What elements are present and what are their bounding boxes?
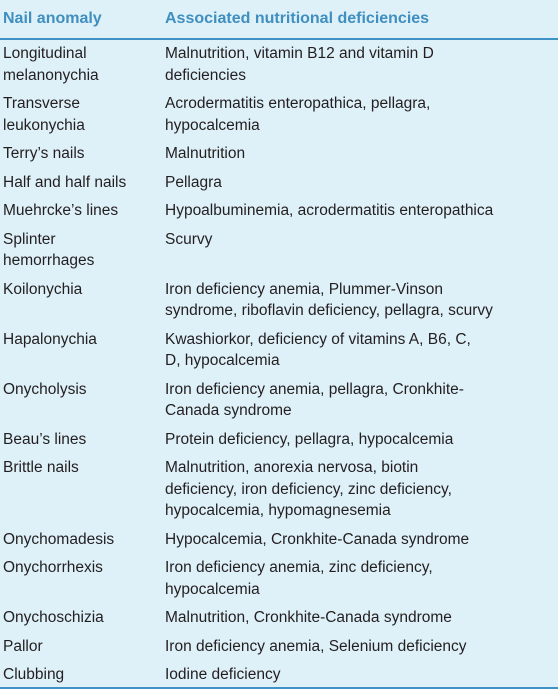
header-associated-deficiencies: Associated nutritional deficiencies [165, 10, 430, 27]
nail-anomaly-cell: Onycholysis [3, 380, 87, 398]
nail-anomaly-cell: Pallor [3, 637, 43, 655]
nail-anomaly-cell: Clubbing [3, 666, 65, 683]
table-row [0, 457, 558, 522]
table-row [0, 529, 558, 551]
deficiencies-cell: Malnutrition [165, 145, 246, 162]
deficiencies-cell: Acrodermatitis enteropathica, pellagra, hypocalcemia [165, 95, 431, 134]
nail-anomaly-cell: Brittle nails [3, 459, 79, 476]
deficiencies-cell: Iron deficiency anemia, pellagra, Cronkhite- Canada syndrome [165, 380, 464, 419]
deficiencies-cell: Iron deficiency anemia, Selenium deficiency [165, 637, 467, 655]
deficiencies-cell: Kwashiorkor, deficiency of vitamins A, B6, C, D, hypocalcemia [165, 330, 471, 369]
nail-anomaly-cell: Transverse leukonychia [3, 95, 85, 134]
deficiencies-cell: Pellagra [165, 173, 222, 191]
nail-anomaly-cell: Onychoschizia [3, 609, 104, 626]
table-row [0, 143, 558, 165]
table-row [0, 43, 558, 86]
nail-anomaly-cell: Beau’s lines [3, 430, 87, 448]
table-row [0, 172, 558, 194]
nail-anomaly-cell: Koilonychia [3, 280, 83, 298]
table-row [0, 664, 558, 686]
deficiencies-cell: Malnutrition, anorexia nervosa, biotin deficiency, iron deficiency, zinc deficiency, hypocalcemia, hypomagnesemia [165, 459, 452, 519]
nail-anomaly-cell: Longitudinal melanonychia [3, 45, 99, 84]
header-nail-anomaly: Nail anomaly [3, 10, 102, 27]
deficiencies-cell: Hypocalcemia, Cronkhite-Canada syndrome [165, 530, 470, 548]
table-row [0, 607, 558, 629]
table-row [0, 429, 558, 451]
nail-anomaly-cell: Onychomadesis [3, 530, 115, 548]
table-row [0, 329, 558, 372]
nail-anomaly-cell: Muehrcke’s lines [3, 202, 119, 219]
nail-anomaly-cell: Half and half nails [3, 173, 127, 191]
deficiencies-cell: Hypoalbuminemia, acrodermatitis enteropathica [165, 202, 494, 219]
table-body [0, 40, 558, 686]
table-row [0, 557, 558, 600]
deficiencies-cell: Iron deficiency anemia, Plummer-Vinson syndrome, riboflavin deficiency, pellagra, scurvy [165, 280, 493, 319]
deficiencies-cell: Malnutrition, vitamin B12 and vitamin D deficiencies [165, 45, 434, 84]
deficiencies-cell: Scurvy [165, 230, 213, 248]
table-row [0, 379, 558, 422]
deficiencies-cell: Malnutrition, Cronkhite-Canada syndrome [165, 609, 452, 626]
table-header [0, 0, 558, 40]
table-row [0, 93, 558, 136]
nail-anomaly-cell: Hapalonychia [3, 330, 97, 348]
table-row [0, 229, 558, 272]
deficiencies-cell: Iron deficiency anemia, zinc deficiency, hypocalcemia [165, 559, 433, 598]
table-row [0, 636, 558, 658]
deficiencies-cell: Protein deficiency, pellagra, hypocalcemia [165, 430, 454, 448]
nail-anomaly-cell: Splinter hemorrhages [3, 230, 95, 269]
nail-anomaly-cell: Terry’s nails [3, 145, 85, 162]
table-row [0, 279, 558, 322]
deficiencies-cell: Iodine deficiency [165, 666, 281, 683]
nail-anomaly-cell: Onychorrhexis [3, 559, 103, 576]
table-row [0, 200, 558, 222]
